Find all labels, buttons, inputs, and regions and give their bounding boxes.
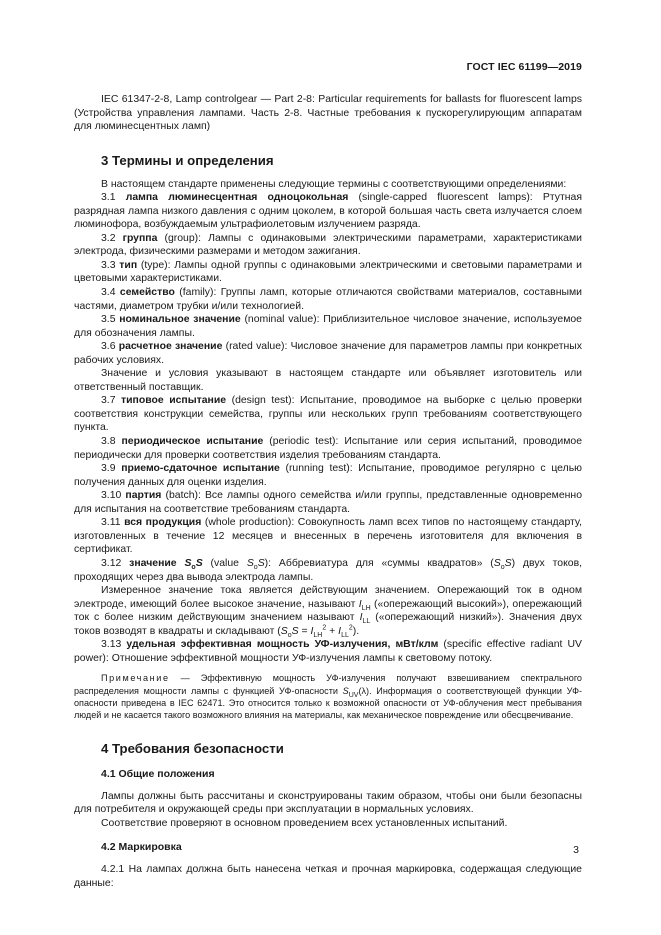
term-3-2-name: группа <box>122 232 158 244</box>
section-4-1-paragraph-1: Лампы должны быть рассчитаны и сконструированы таким образом, чтобы они были безопасны для потребителя и окружающей среды при эксплуатации в нормальных условиях. <box>74 790 582 816</box>
term-3-9-name: приемо-сдаточное испытание <box>121 463 280 475</box>
term-3-13: 3.13 удельная эффективная мощность УФ-излучения, мВт/клм (specific effective radiant UV power): Отношение эффективной мощности УФ-излучения лампы к световому потоку. <box>74 639 583 664</box>
term-3-2: 3.2 группа (group): Лампы с одинаковыми электрическими параметрами, характеристиками электрода, физическими размерами и методом зажигания. <box>74 232 582 258</box>
term-3-6: 3.6 расчетное значение (rated value): Числовое значение для параметров лампы при конкретных рабочих условиях. <box>74 341 582 366</box>
term-3-7: 3.7 типовое испытание (design test): Испытание, проводимое на выборке с целью проверки соответствия конструкции семейства, группы или нескольких групп требованиям соответствующего пункта. <box>74 395 582 434</box>
term-3-10: 3.10 партия (batch): Все лампы одного семейства и/или группы, представленные одновременно для испытания на соответствие требованиям стандарта. <box>74 490 582 515</box>
document-header: ГОСТ IEC 61199—2019 <box>466 61 582 73</box>
term-3-4-name: семейство <box>119 287 175 299</box>
section-4-1-paragraph-2: Соответствие проверяют в основном проведением всех установленных испытаний. <box>101 817 508 829</box>
term-3-6-name: расчетное значение <box>118 341 223 353</box>
term-3-3-name: тип <box>119 259 138 271</box>
note: Примечание — Эффективную мощность УФ-излучения получают взвешиванием спектрального распределения мощности лампы с функцией УФ-опасности $S_{UV}(\lambda)$. Информация о соответствующей функции УФ-опасности приведена в IEC 62471. Это относится только к возможной опасности от УФ-облучения мест пребывания людей и не касается такого возможного влияния на материалы, как механическое повреждение или обесцвечивание. <box>74 673 583 721</box>
term-3-6-paragraph: Значение и условия указывают в настоящем стандарте или объявляет изготовитель или ответственный поставщик. <box>74 368 582 393</box>
page-content <box>74 93 582 890</box>
term-3-3: 3.3 тип (type): Лампы одной группы с одинаковыми электрическими и световыми параметрами и цветовыми характеристиками. <box>74 259 582 285</box>
term-3-12-paragraph: Измеренное значение тока является действующим значением. Опережающий ток в одном электроде, имеющий более высокое значение, называют $I_{LH}$ («опережающий высокий»), опережающий ток с более низким действующим значением называют $I_{LL}$ («опережающий низкий»). Значения двух токов возводят в квадраты и складывают $(S_oS = I_{LH}^2 + I_{LL}^2)$. <box>74 585 583 639</box>
term-3-11: 3.11 вся продукция (whole production): Совокупность ламп всех типов по настоящему стандарту, изготовленных в течение 12 месяцев и внесенных в перечень изготовителя для включения в сертификат. <box>74 517 582 556</box>
term-3-11-name: вся продукция <box>124 517 202 529</box>
term-3-1: 3.1 лампа люминесцентная одноцокольная (single-capped fluorescent lamps): Ртутная разрядная лампа низкого давления с одним цоколем, в которой большая часть света излучается слоем люминофора, возбуждаемым ультрафиолетовым излучением разряда. <box>74 192 582 231</box>
term-3-10-name: партия <box>125 490 162 502</box>
term-3-4: 3.4 семейство (family): Группы ламп, которые отличаются свойствами материалов, составными частями, диаметром трубки и/или технологией. <box>74 287 582 312</box>
page-number: 3 <box>573 844 579 856</box>
section-4-title: 4 Требования безопасности <box>101 740 284 756</box>
term-3-12-name: значение $S_oS$ <box>129 557 203 572</box>
term-3-7-name: типовое испытание <box>121 395 227 407</box>
section-4-2-1-paragraph: 4.2.1 На лампах должна быть нанесена четкая и прочная маркировка, содержащая следующие данные: <box>74 864 582 889</box>
term-3-12: 3.12 значение $S_oS$ (value $S_oS$): Аббревиатура для «суммы квадратов» $(S_oS)$ двух токов, проходящих через два вывода электрода лампы. <box>74 557 583 583</box>
term-3-5: 3.5 номинальное значение (nominal value): Приблизительное числовое значение, используемое для обозначения лампы. <box>74 314 582 339</box>
term-3-13-name: удельная эффективная мощность УФ-излучения, мВт/клм <box>126 639 439 651</box>
term-3-1-name: лампа люминесцентная одноцокольная <box>125 192 349 204</box>
term-3-8-name: периодическое испытание <box>121 436 264 448</box>
section-3-title: 3 Термины и определения <box>101 152 274 168</box>
section-3-intro: В настоящем стандарте применены следующие термины с соответствующими определениями: <box>101 178 567 190</box>
subsection-4-2-title: 4.2 Маркировка <box>101 841 182 854</box>
term-3-8: 3.8 периодическое испытание (periodic test): Испытание или серия испытаний, проводимое периодически для проверки соответствия изделия требованиям стандарта. <box>74 436 582 461</box>
term-3-5-name: номинальное значение <box>119 314 241 326</box>
term-3-9: 3.9 приемо-сдаточное испытание (running test): Испытание, проводимое регулярно с целью получения данных для оценки изделия. <box>74 463 582 488</box>
normative-reference: IEC 61347-2-8, Lamp controlgear — Part 2-8: Particular requirements for ballasts for fluorescent lamps (Устройства управления лампами. Часть 2-8. Частные требования к пускорегулирующим аппаратам для люминесцентных ламп) <box>74 94 582 133</box>
subsection-4-1-title: 4.1 Общие положения <box>101 767 215 780</box>
note-label: Примечание <box>101 673 170 684</box>
